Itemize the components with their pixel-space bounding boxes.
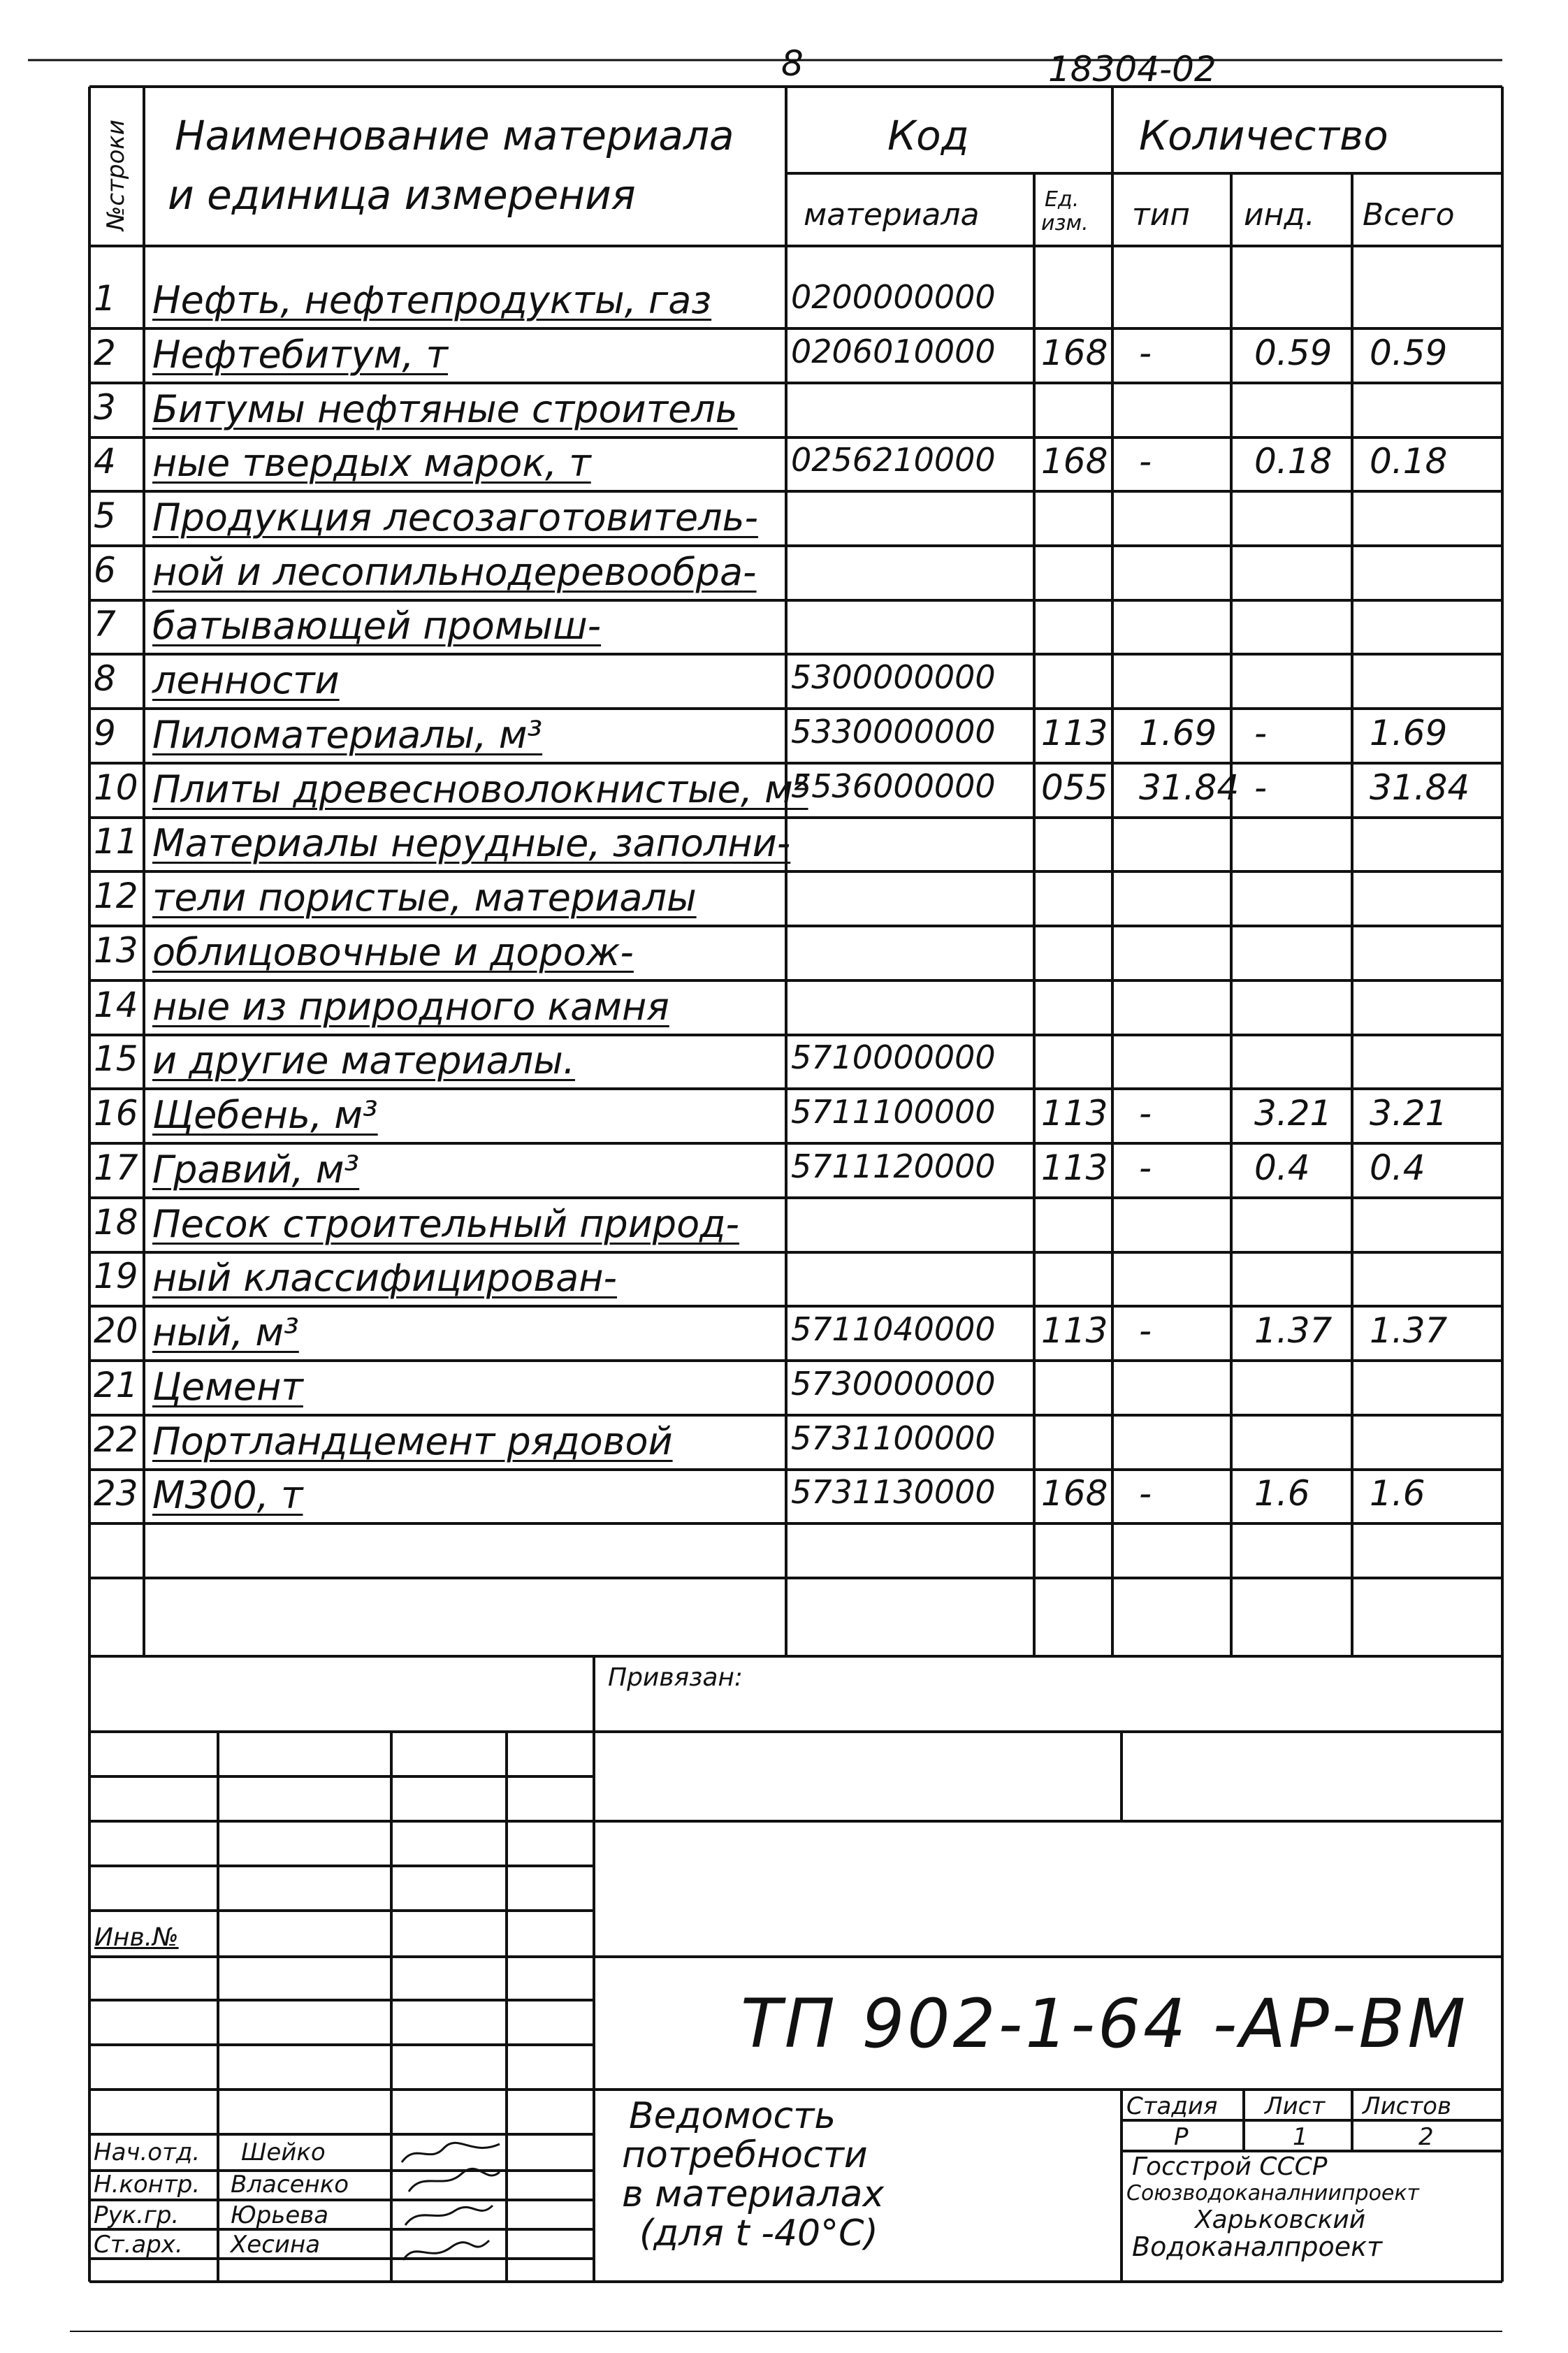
quantity-typ: - <box>1139 441 1152 482</box>
material-name: Щебень, м³ <box>152 1093 378 1137</box>
material-name: Продукция лесозаготовитель- <box>152 495 758 540</box>
row-number: 7 <box>94 604 116 644</box>
quantity-typ: - <box>1139 1310 1152 1351</box>
quantity-ind: 3.21 <box>1254 1093 1333 1134</box>
row-number: 5 <box>94 495 116 536</box>
material-name: облицовочные и дорож- <box>152 930 634 974</box>
row-number: 11 <box>94 821 138 862</box>
header-code-material: материала <box>804 197 980 233</box>
row-number: 4 <box>94 441 116 482</box>
material-name: батывающей промыш- <box>152 604 602 648</box>
page-number: 8 <box>781 43 804 84</box>
org-line1: Госстрой СССР <box>1132 2152 1328 2181</box>
quantity-total: 0.4 <box>1370 1147 1425 1188</box>
unit-code: 055 <box>1041 767 1108 808</box>
stage-value: Р <box>1174 2123 1189 2151</box>
material-code: 5731130000 <box>791 1473 996 1511</box>
row-number: 10 <box>94 767 138 808</box>
row-number: 16 <box>94 1093 138 1134</box>
quantity-total: 1.37 <box>1370 1310 1448 1351</box>
unit-code: 113 <box>1041 1147 1108 1188</box>
material-name: Плиты древесноволокнистые, м² <box>152 767 808 811</box>
material-name: ный, м³ <box>152 1310 299 1354</box>
privyazan-label: Привязан: <box>608 1663 743 1692</box>
quantity-total: 0.18 <box>1370 441 1448 482</box>
org-line2: Союзводоканалниипроект <box>1126 2181 1419 2206</box>
material-name: Портландцемент рядовой <box>152 1419 673 1463</box>
material-name: Битумы нефтяные строитель <box>152 387 738 431</box>
unit-code: 113 <box>1041 1310 1108 1351</box>
material-code: 0256210000 <box>791 441 996 479</box>
row-number: 15 <box>94 1038 138 1079</box>
quantity-total: 0.59 <box>1370 333 1448 373</box>
quantity-ind: - <box>1254 713 1268 753</box>
row-number: 23 <box>94 1473 138 1514</box>
signer-name-1: Шейко <box>241 2138 326 2166</box>
quantity-typ: - <box>1139 1473 1152 1514</box>
material-code: 0200000000 <box>791 278 996 316</box>
unit-code: 168 <box>1041 1473 1108 1514</box>
header-ind: инд. <box>1244 197 1315 233</box>
row-number: 19 <box>94 1256 138 1296</box>
quantity-total: 1.6 <box>1370 1473 1425 1514</box>
material-name: ные из природного камня <box>152 985 669 1029</box>
row-number: 17 <box>94 1147 138 1188</box>
row-number: 6 <box>94 550 116 591</box>
quantity-typ: 1.69 <box>1139 713 1217 753</box>
header-name-line2: и единица измерения <box>168 171 636 219</box>
row-number: 14 <box>94 985 138 1025</box>
inventory-number-label: Инв.№ <box>94 1923 179 1952</box>
row-number: 8 <box>94 658 116 699</box>
material-name: ной и лесопильнодеревообра- <box>152 550 757 594</box>
material-name: Нефтебитум, т <box>152 333 449 377</box>
description-line2: потребности <box>622 2134 868 2176</box>
material-name: Пиломатериалы, м³ <box>152 713 543 757</box>
signer-role-2: Н.контр. <box>94 2171 201 2199</box>
description-line3: в материалах <box>622 2173 885 2215</box>
unit-code: 113 <box>1041 713 1108 753</box>
material-code: 5711100000 <box>791 1093 996 1131</box>
unit-code: 168 <box>1041 441 1108 482</box>
org-line3: Харьковский <box>1195 2206 1366 2234</box>
quantity-ind: 1.6 <box>1254 1473 1310 1514</box>
quantity-total: 31.84 <box>1370 767 1470 808</box>
sheet-label: Лист <box>1265 2092 1326 2120</box>
row-number: 9 <box>94 713 116 753</box>
material-code: 5731100000 <box>791 1419 996 1457</box>
signer-role-3: Рук.гр. <box>94 2201 180 2229</box>
document-code-title: ТП 902-1-64 -АР-ВМ <box>741 1985 1469 2063</box>
header-row-number: №строки <box>102 120 130 231</box>
material-code: 5711040000 <box>791 1310 996 1348</box>
quantity-ind: 0.4 <box>1254 1147 1310 1188</box>
material-name: ленности <box>152 658 340 702</box>
header-name-line1: Наименование материала <box>175 112 734 159</box>
signer-name-2: Власенко <box>231 2171 349 2199</box>
signature-marks <box>395 2136 507 2279</box>
material-name: тели пористые, материалы <box>152 876 697 920</box>
quantity-typ: - <box>1139 333 1152 373</box>
material-code: 5536000000 <box>791 767 996 805</box>
sheets-value: 2 <box>1418 2123 1434 2151</box>
quantity-ind: 1.37 <box>1254 1310 1333 1351</box>
material-code: 5711120000 <box>791 1147 996 1185</box>
signer-name-3: Юрьева <box>231 2201 329 2229</box>
row-number: 12 <box>94 876 138 916</box>
row-number: 21 <box>94 1365 138 1405</box>
sheet-value: 1 <box>1293 2123 1308 2151</box>
header-total: Всего <box>1363 197 1455 233</box>
quantity-total: 3.21 <box>1370 1093 1448 1134</box>
header-unit-line2: изм. <box>1041 211 1089 236</box>
material-name: Цемент <box>152 1365 303 1409</box>
material-name: ные твердых марок, т <box>152 441 591 485</box>
quantity-typ: - <box>1139 1093 1152 1134</box>
signer-role-1: Нач.отд. <box>94 2138 201 2166</box>
row-number: 1 <box>94 278 116 319</box>
quantity-ind: 0.59 <box>1254 333 1333 373</box>
unit-code: 113 <box>1041 1093 1108 1134</box>
quantity-typ: - <box>1139 1147 1152 1188</box>
material-name: ный классифицирован- <box>152 1256 618 1300</box>
quantity-typ: 31.84 <box>1139 767 1240 808</box>
material-code: 0206010000 <box>791 333 996 370</box>
material-code: 5710000000 <box>791 1038 996 1076</box>
quantity-ind: - <box>1254 767 1268 808</box>
row-number: 18 <box>94 1202 138 1243</box>
material-code: 5330000000 <box>791 713 996 751</box>
stage-label: Стадия <box>1126 2092 1218 2120</box>
signer-role-4: Ст.арх. <box>94 2231 183 2259</box>
material-name: Материалы нерудные, заполни- <box>152 821 791 865</box>
row-number: 22 <box>94 1419 138 1460</box>
description-line1: Ведомость <box>629 2095 836 2137</box>
material-name: Песок строительный природ- <box>152 1202 739 1246</box>
sheets-label: Листов <box>1363 2092 1452 2120</box>
quantity-ind: 0.18 <box>1254 441 1333 482</box>
header-code: Код <box>887 112 969 159</box>
header-quantity: Количество <box>1139 112 1388 159</box>
description-line4: (для t -40°С) <box>639 2213 878 2254</box>
unit-code: 168 <box>1041 333 1108 373</box>
material-name: Гравий, м³ <box>152 1147 360 1192</box>
signer-name-4: Хесина <box>231 2231 321 2259</box>
header-typ: тип <box>1132 197 1190 233</box>
material-name: Нефть, нефтепродукты, газ <box>152 278 712 322</box>
org-line4: Водоканалпроект <box>1132 2231 1383 2262</box>
quantity-total: 1.69 <box>1370 713 1448 753</box>
material-code: 5300000000 <box>791 658 996 696</box>
material-name: и другие материалы. <box>152 1038 575 1083</box>
row-number: 20 <box>94 1310 138 1351</box>
row-number: 2 <box>94 333 116 373</box>
header-unit-line1: Ед. <box>1045 187 1080 212</box>
row-number: 13 <box>94 930 138 971</box>
row-number: 3 <box>94 387 116 428</box>
material-name: М300, т <box>152 1473 303 1517</box>
document-number: 18304-02 <box>1048 49 1217 89</box>
material-code: 5730000000 <box>791 1365 996 1403</box>
